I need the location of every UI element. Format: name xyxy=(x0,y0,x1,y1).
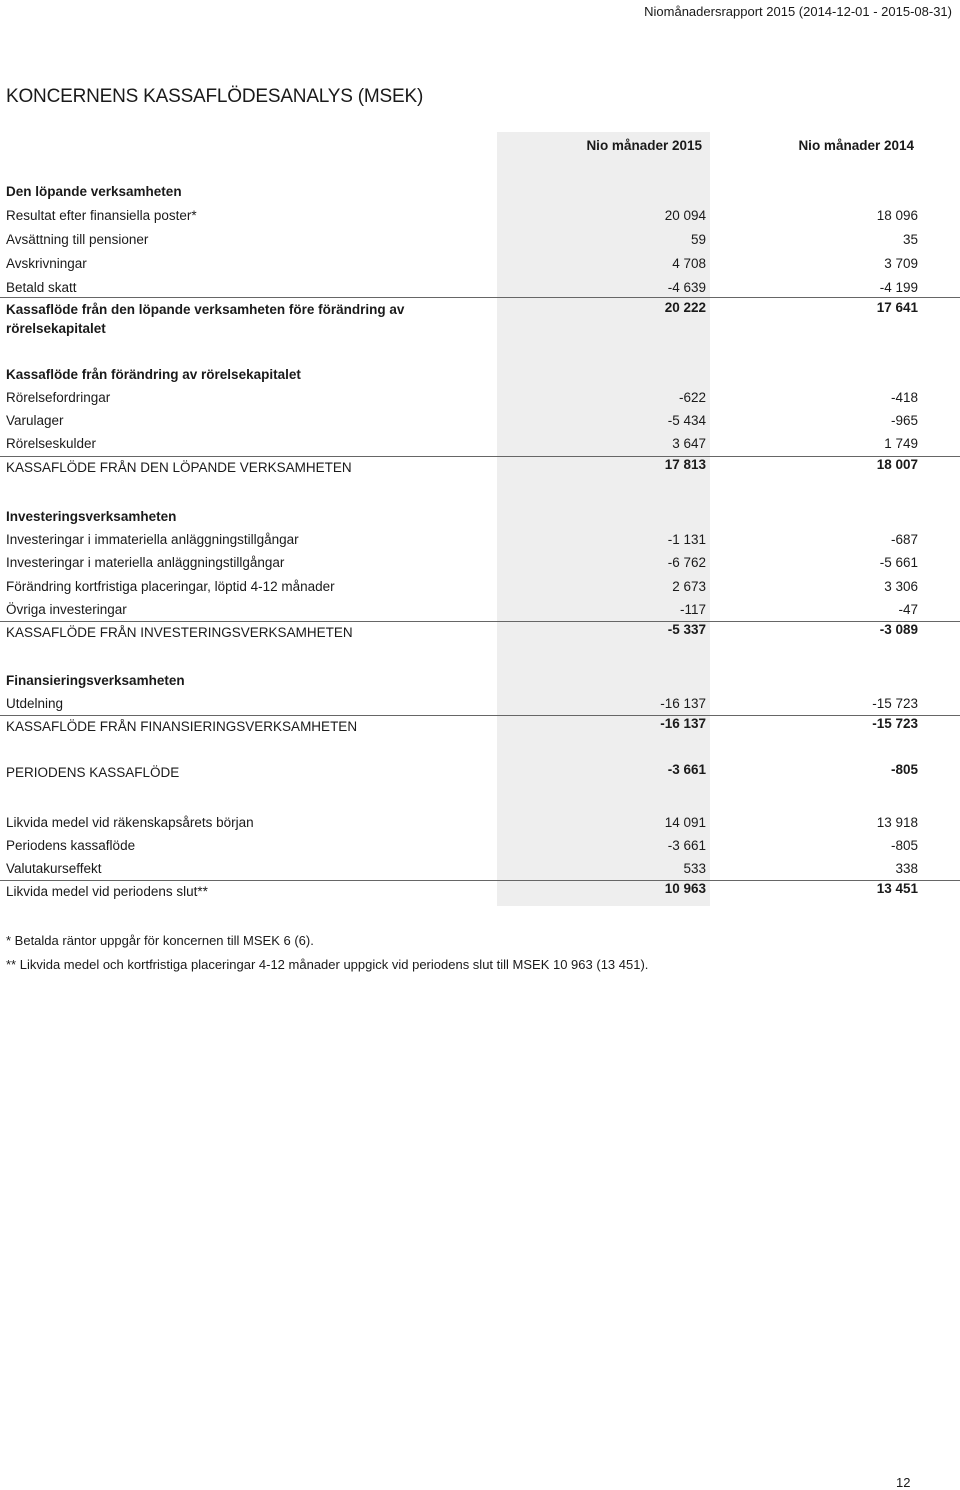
table-row xyxy=(0,858,960,880)
row-label: Investeringsverksamheten xyxy=(6,509,177,524)
section-heading xyxy=(0,670,960,692)
value-2014: 18 007 xyxy=(876,457,918,472)
row-label: Investeringar i immateriella anläggningstillgångar xyxy=(6,532,299,547)
value-2015: -3 661 xyxy=(667,838,706,853)
row-label: Likvida medel vid räkenskapsårets början xyxy=(6,815,254,830)
row-label: Den löpande verksamheten xyxy=(6,184,182,199)
value-2015: 20 094 xyxy=(664,208,706,223)
footnote: ** Likvida medel och kortfristiga placeringar 4-12 månader uppgick vid periodens slut till MSEK 10 963 (13 451). xyxy=(6,957,649,972)
table-row xyxy=(0,277,960,299)
value-2014: -965 xyxy=(890,413,918,428)
row-label: Utdelning xyxy=(6,696,64,711)
value-2014: 13 451 xyxy=(876,881,918,896)
table-row xyxy=(0,835,960,857)
value-2015: 2 673 xyxy=(672,579,706,594)
row-label: Finansieringsverksamheten xyxy=(6,673,185,688)
row-label: Valutakurseffekt xyxy=(6,861,102,876)
value-2015: -16 137 xyxy=(660,696,706,711)
value-2014: -47 xyxy=(898,602,918,617)
row-label: Kassaflöde från den löpande verksamheten före förändring av rörelsekapitalet xyxy=(6,302,405,336)
row-label: Avsättning till pensioner xyxy=(6,232,149,247)
table-row xyxy=(0,529,960,551)
value-2014: 17 641 xyxy=(876,300,918,315)
row-label: Varulager xyxy=(6,413,64,428)
value-2015: 59 xyxy=(690,232,706,247)
value-2015: 10 963 xyxy=(664,881,706,896)
value-2015: -3 661 xyxy=(667,762,706,777)
total-row xyxy=(0,762,960,784)
table-row xyxy=(0,433,960,455)
row-label: Likvida medel vid periodens slut** xyxy=(6,884,208,899)
row-label: KASSAFLÖDE FRÅN INVESTERINGSVERKSAMHETEN xyxy=(6,625,353,640)
value-2014: 3 709 xyxy=(884,256,918,271)
value-2014: 3 306 xyxy=(884,579,918,594)
row-label: Rörelsefordringar xyxy=(6,390,111,405)
total-row xyxy=(0,880,960,903)
value-2014: -805 xyxy=(890,838,918,853)
row-label: KASSAFLÖDE FRÅN FINANSIERINGSVERKSAMHETEN xyxy=(6,719,358,734)
table-row xyxy=(0,693,960,715)
row-label: Förändring kortfristiga placeringar, löptid 4-12 månader xyxy=(6,579,335,594)
table-row xyxy=(0,410,960,432)
value-2014: -418 xyxy=(890,390,918,405)
value-2015: -622 xyxy=(678,390,706,405)
section-heading xyxy=(0,364,960,386)
row-label: Resultat efter finansiella poster* xyxy=(6,208,197,223)
value-2015: -5 337 xyxy=(667,622,706,637)
value-2014: -5 661 xyxy=(879,555,918,570)
row-label: Betald skatt xyxy=(6,280,77,295)
section-heading xyxy=(0,506,960,528)
value-2014: 1 749 xyxy=(884,436,918,451)
table-row xyxy=(0,387,960,409)
value-2014: -687 xyxy=(890,532,918,547)
value-2014: -15 723 xyxy=(872,696,918,711)
value-2014: -15 723 xyxy=(872,716,918,731)
value-2015: -117 xyxy=(679,602,706,617)
row-label: Kassaflöde från förändring av rörelsekapitalet xyxy=(6,367,301,382)
table-row xyxy=(0,576,960,598)
value-2015: 4 708 xyxy=(672,256,706,271)
total-row xyxy=(0,621,960,644)
table-row xyxy=(0,599,960,621)
total-row xyxy=(0,456,960,479)
value-2015: 3 647 xyxy=(672,436,706,451)
page-number: 12 xyxy=(896,1475,911,1490)
subtotal-row xyxy=(0,297,960,338)
row-label: KASSAFLÖDE FRÅN DEN LÖPANDE VERKSAMHETEN xyxy=(6,460,352,475)
row-label: Rörelseskulder xyxy=(6,436,97,451)
table-row xyxy=(0,552,960,574)
value-2014: -805 xyxy=(890,762,918,777)
value-2015: 20 222 xyxy=(664,300,706,315)
value-2014: -4 199 xyxy=(879,280,918,295)
report-header: Niomånadersrapport 2015 (2014-12-01 - 2015-08-31) xyxy=(644,4,952,19)
value-2015: -4 639 xyxy=(667,280,706,295)
column-header-2014: Nio månader 2014 xyxy=(798,138,914,153)
total-row xyxy=(0,715,960,738)
value-2015: -6 762 xyxy=(667,555,706,570)
value-2015: 14 091 xyxy=(664,815,706,830)
footnote: * Betalda räntor uppgår för koncernen till MSEK 6 (6). xyxy=(6,933,314,948)
value-2015: -5 434 xyxy=(667,413,706,428)
row-label: PERIODENS KASSAFLÖDE xyxy=(6,765,180,780)
row-label: Avskrivningar xyxy=(6,256,87,271)
table-row xyxy=(0,253,960,275)
column-header-2015: Nio månader 2015 xyxy=(586,138,702,153)
page-title: KONCERNENS KASSAFLÖDESANALYS (MSEK) xyxy=(6,86,424,107)
table-row xyxy=(0,812,960,834)
value-2015: 17 813 xyxy=(664,457,706,472)
value-2015: 533 xyxy=(683,861,706,876)
table-row xyxy=(0,229,960,251)
row-label: Investeringar i materiella anläggningstillgångar xyxy=(6,555,285,570)
row-label: Övriga investeringar xyxy=(6,602,127,617)
value-2014: 338 xyxy=(895,861,918,876)
value-2014: 35 xyxy=(902,232,918,247)
value-2015: -1 131 xyxy=(667,532,706,547)
value-2014: 13 918 xyxy=(876,815,918,830)
section-heading xyxy=(0,181,960,203)
table-row xyxy=(0,205,960,227)
value-2014: 18 096 xyxy=(876,208,918,223)
value-2015: -16 137 xyxy=(660,716,706,731)
row-label: Periodens kassaflöde xyxy=(6,838,136,853)
value-2014: -3 089 xyxy=(879,622,918,637)
